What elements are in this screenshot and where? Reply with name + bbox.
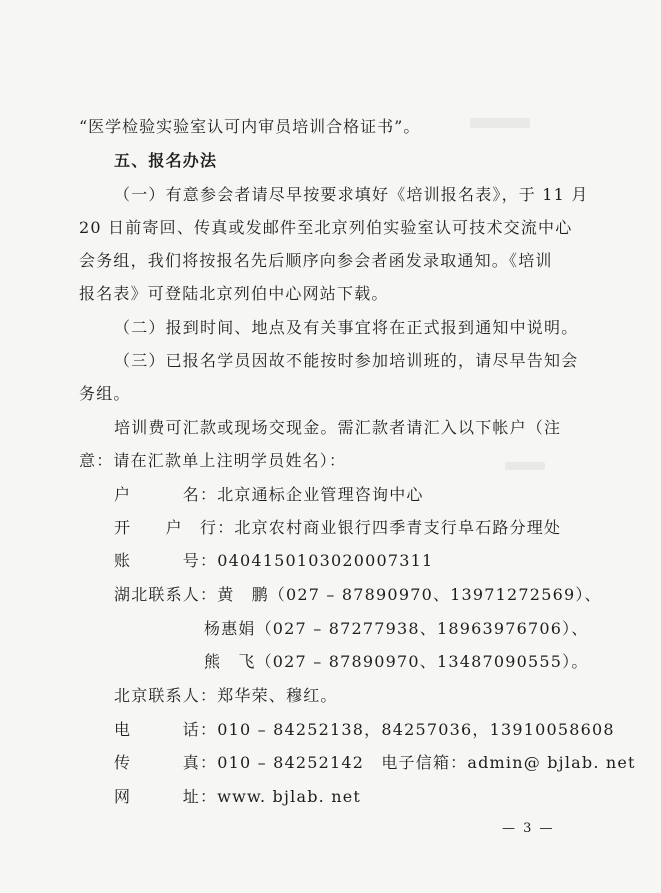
website-label: 网 址：	[114, 787, 218, 806]
page-number: — 3 —	[502, 821, 555, 836]
account-name-value: 北京通标企业管理咨询中心	[217, 485, 424, 504]
fee-line-1: 培训费可汇款或现场交现金。需汇款者请汇入以下帐户（注	[114, 418, 562, 437]
bank-label: 开 户 行：	[114, 518, 235, 537]
paragraph-1-line-1: （一）有意参会者请尽早按要求填好《培训报名表》，于 11 月	[114, 185, 589, 204]
account-number-row	[114, 551, 433, 571]
section-title: 五、报名办法	[114, 151, 218, 170]
beijing-contact-value: 郑华荣、穆红。	[217, 686, 338, 705]
paragraph-2: （二）报到时间、地点及有关事宜将在正式报到通知中说明。	[114, 318, 579, 337]
paragraph-1-line-2: 20 日前寄回、传真或发邮件至北京列伯实验室认可技术交流中心	[79, 218, 573, 237]
hubei-contact-row-1	[114, 585, 602, 605]
hubei-contact-row-2: 杨惠娟（027 – 87277938、18963976706）、	[204, 619, 589, 638]
beijing-contact-row	[114, 686, 338, 706]
hubei-contact-label: 湖北联系人：	[114, 585, 218, 604]
bank-row	[114, 518, 561, 538]
account-name-row	[114, 485, 424, 505]
account-number-value: 0404150103020007311	[217, 551, 434, 570]
account-number-label: 账 号：	[114, 551, 218, 570]
website-row	[114, 787, 361, 807]
phone-value: 010 – 84252138，84257036，13910058608	[217, 720, 615, 739]
fax-row	[114, 753, 636, 773]
hubei-contact-row-3: 熊 飞（027 – 87890970、13487090555）。	[204, 652, 589, 671]
paragraph-1-line-4: 报名表》可登陆北京列伯中心网站下载。	[79, 284, 389, 303]
bank-value: 北京农村商业银行四季青支行阜石路分理处	[234, 518, 562, 537]
website-value: www. bjlab. net	[217, 787, 362, 806]
phone-label: 电 话：	[114, 720, 218, 739]
beijing-contact-label: 北京联系人：	[114, 686, 218, 705]
hubei-contact-1: 黄 鹏（027 – 87890970、13971272569）、	[217, 585, 602, 604]
paragraph-1-line-3: 会务组，我们将按报名先后顺序向参会者函发录取通知。《培训	[79, 251, 553, 270]
paragraph-3-line-2: 务组。	[79, 384, 131, 403]
fee-line-2: 意：请在汇款单上注明学员姓名）：	[79, 451, 347, 470]
certificate-line: “医学检验实验室认可内审员培训合格证书”。	[79, 117, 421, 136]
bleed-through-mark	[470, 118, 530, 128]
bleed-through-mark	[505, 462, 545, 470]
account-name-label: 户 名：	[114, 485, 218, 504]
fax-value: 010 – 84252142 电子信箱：admin@ bjlab. net	[217, 753, 636, 772]
paragraph-3-line-1: （三）已报名学员因故不能按时参加培训班的，请尽早告知会	[114, 351, 579, 370]
fax-label: 传 真：	[114, 753, 218, 772]
phone-row	[114, 720, 615, 740]
